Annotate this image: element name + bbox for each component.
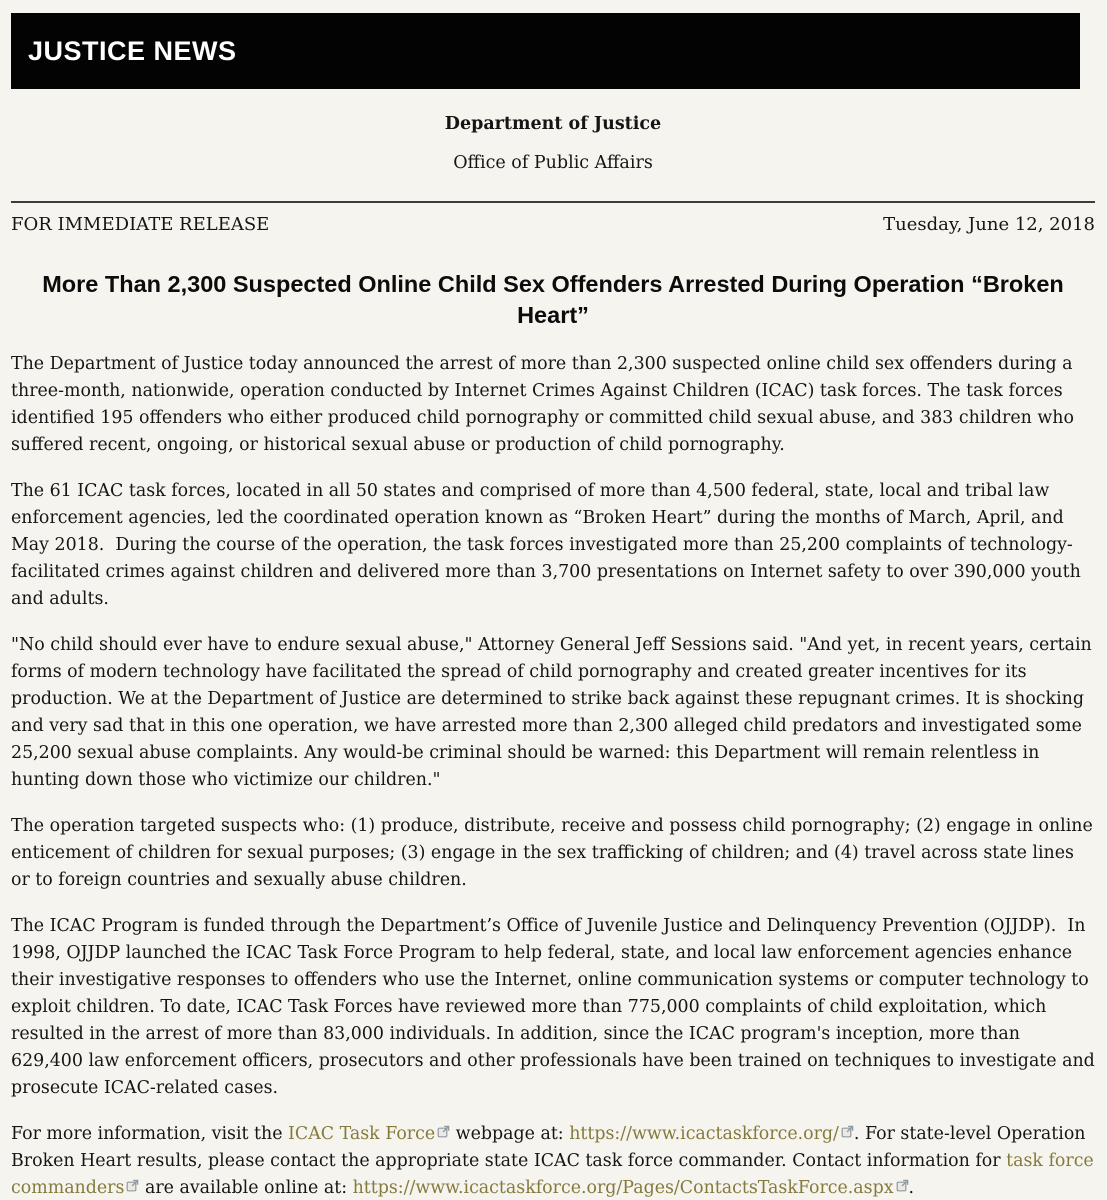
justice-news-banner-title: JUSTICE NEWS <box>28 35 237 66</box>
article-body <box>11 351 1101 1200</box>
paragraph-text: are available online at: <box>139 1178 353 1198</box>
article-paragraph-1: The Department of Justice today announced the arrest of more than 2,300 suspected online child sex offenders during a three-month, nationwide, operation conducted by Internet Crimes Against Children (ICAC) task forces. The task forces identified 195 offenders who either produced child pornography or committed child sexual abuse, and 383 children who suffered recent, ongoing, or historical sexual abuse or production of child pornography. <box>11 354 1080 455</box>
justice-news-banner <box>11 13 1080 89</box>
icactaskforce-url-link[interactable]: https://www.icactaskforce.org/ <box>569 1124 839 1144</box>
article-paragraph-5: The ICAC Program is funded through the Department’s Office of Juvenile Justice and Delinquency Prevention (OJJDP). In 1998, OJJDP launched the ICAC Task Force Program to help federal, state, and local law enforcement agencies enhance their investigative responses to offenders who use the Internet, online communication systems or computer technology to exploit children. To date, ICAC Task Forces have reviewed more than 775,000 complaints of child exploitation, which resulted in the arrest of more than 83,000 individuals. In addition, since the ICAC program's inception, more than 629,400 law enforcement officers, prosecutors and other professionals have been trained on techniques to investigate and prosecute ICAC-related cases. <box>11 916 1101 1098</box>
external-link-icon <box>841 1125 854 1138</box>
department-name: Department of Justice <box>444 114 662 134</box>
release-bar <box>11 214 1095 235</box>
paragraph-text: . For state-level Operation Broken Heart results, please contact the appropriate state ICAC task force commander. Contact information for <box>11 1124 1092 1171</box>
masthead <box>11 114 1095 173</box>
divider-rule <box>11 201 1095 203</box>
article-paragraph-3: "No child should ever have to endure sexual abuse," Attorney General Jeff Sessions said. "And yet, in recent years, certain forms of modern technology have facilitated the spread of child pornography and created greater incentives for its production. We at the Department of Justice are determined to strike back against these repugnant crimes. It is shocking and very sad that in this one operation, we have arrested more than 2,300 alleged child predators and investigated some 25,200 sexual abuse complaints. Any would-be criminal should be warned: this Department will remain relentless in hunting down those who victimize our children." <box>11 635 1098 790</box>
article-paragraph-4: The operation targeted suspects who: (1) produce, distribute, receive and possess child pornography; (2) engage in online enticement of children for sexual purposes; (3) engage in the sex trafficking of children; and (4) travel across state lines or to foreign countries and sexually abuse children. <box>11 816 1099 890</box>
external-link-icon <box>896 1179 909 1192</box>
paragraph-text: For more information, visit the <box>11 1124 289 1144</box>
article-paragraph-links <box>11 1121 1100 1200</box>
icac-task-force-link[interactable]: ICAC Task Force <box>288 1124 436 1144</box>
external-link-icon <box>126 1179 139 1192</box>
office-name: Office of Public Affairs <box>453 153 653 173</box>
article-paragraph-2: The 61 ICAC task forces, located in all 50 states and comprised of more than 4,500 federal, state, local and tribal law enforcement agencies, led the coordinated operation known as “Broken Heart” during the months of March, April, and May 2018. During the course of the operation, the task forces investigated more than 25,200 complaints of technology-facilitated crimes against children and delivered more than 3,700 presentations on Internet safety to over 390,000 youth and adults. <box>11 481 1087 609</box>
release-date: Tuesday, June 12, 2018 <box>883 214 1095 235</box>
task-force-commanders-link[interactable]: task force commanders <box>11 1151 1100 1198</box>
contacts-task-force-url-link[interactable]: https://www.icactaskforce.org/Pages/ContactsTaskForce.aspx <box>352 1178 894 1198</box>
external-link-icon <box>437 1125 450 1138</box>
headline: More Than 2,300 Suspected Online Child Sex Offenders Arrested During Operation “Broken Heart” <box>42 271 1064 328</box>
paragraph-text: webpage at: <box>450 1124 570 1144</box>
paragraph-text: . <box>908 1178 915 1198</box>
release-label: FOR IMMEDIATE RELEASE <box>11 214 270 235</box>
